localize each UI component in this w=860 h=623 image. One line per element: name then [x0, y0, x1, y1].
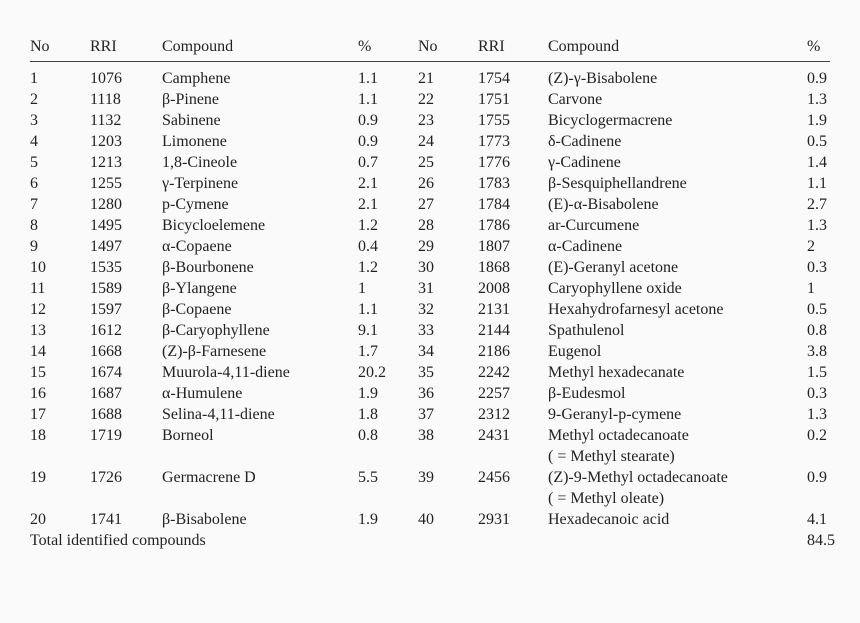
row-compound-line: Methyl octadecanoate	[548, 427, 689, 444]
table-row	[30, 278, 830, 299]
row-percent: 2.7	[807, 196, 827, 213]
row-percent: 0.2	[807, 427, 827, 444]
header-percent: %	[807, 38, 821, 55]
table-row	[30, 341, 830, 362]
row-rri: 1719	[90, 427, 122, 444]
row-compound: Hexahydrofarnesyl acetone	[548, 301, 724, 318]
row-number: 26	[418, 175, 434, 192]
row-compound-synonym: ( = Methyl stearate)	[548, 448, 675, 465]
row-percent: 1.5	[807, 364, 827, 381]
row-number: 12	[30, 301, 46, 318]
row-compound: 9-Geranyl-p-cymene	[548, 406, 682, 423]
header-compound: Compound	[162, 38, 234, 55]
row-number: 32	[418, 301, 434, 318]
row-number: 18	[30, 427, 46, 444]
row-percent: 1.1	[358, 301, 378, 318]
row-compound: α-Humulene	[162, 385, 243, 402]
table-row	[30, 467, 830, 509]
row-rri: 1688	[90, 406, 122, 423]
row-compound: Muurola-4,11-diene	[162, 364, 290, 381]
row-percent: 1.4	[807, 154, 827, 171]
row-number: 4	[30, 133, 38, 150]
row-compound: p-Cymene	[162, 196, 229, 213]
row-number: 11	[30, 280, 46, 297]
row-percent: 1.3	[807, 406, 827, 423]
row-rri: 2431	[478, 427, 510, 444]
row-rri: 1784	[478, 196, 510, 213]
row-number: 10	[30, 259, 46, 276]
header-rri: RRI	[90, 38, 117, 55]
row-number: 31	[418, 280, 434, 297]
row-percent: 1.7	[358, 343, 378, 360]
row-percent: 2.1	[358, 175, 378, 192]
row-compound: β-Bisabolene	[162, 511, 247, 528]
row-percent: 0.9	[358, 133, 378, 150]
row-percent: 0.3	[807, 385, 827, 402]
table-row	[30, 173, 830, 194]
row-percent: 1	[807, 280, 815, 297]
row-percent: 5.5	[358, 469, 378, 486]
row-number: 15	[30, 364, 46, 381]
row-rri: 1597	[90, 301, 122, 318]
header-rri: RRI	[478, 38, 505, 55]
row-number: 1	[30, 70, 38, 87]
row-percent: 1.8	[358, 406, 378, 423]
row-percent: 1.1	[358, 70, 378, 87]
row-percent: 2	[807, 238, 815, 255]
row-number: 38	[418, 427, 434, 444]
row-compound-synonym: ( = Methyl oleate)	[548, 490, 665, 507]
row-percent: 0.7	[358, 154, 378, 171]
row-number: 27	[418, 196, 434, 213]
row-compound: β-Caryophyllene	[162, 322, 270, 339]
table-row	[30, 215, 830, 236]
row-compound: Bicyclogermacrene	[548, 112, 673, 129]
row-rri: 1754	[478, 70, 510, 87]
row-percent: 3.8	[807, 343, 827, 360]
row-rri: 1589	[90, 280, 122, 297]
row-compound: α-Cadinene	[548, 238, 623, 255]
row-number: 29	[418, 238, 434, 255]
row-percent: 4.1	[807, 511, 827, 528]
table-header	[30, 35, 830, 61]
row-rri: 1687	[90, 385, 122, 402]
row-rri: 1776	[478, 154, 510, 171]
row-percent: 0.4	[358, 238, 378, 255]
row-number: 23	[418, 112, 434, 129]
row-number: 19	[30, 469, 46, 486]
row-compound: (E)-Geranyl acetone	[548, 259, 679, 276]
row-rri: 1726	[90, 469, 122, 486]
row-compound: (E)-α-Bisabolene	[548, 196, 659, 213]
row-percent: 0.8	[358, 427, 378, 444]
row-percent: 1.3	[807, 217, 827, 234]
row-number: 21	[418, 70, 434, 87]
row-number: 7	[30, 196, 38, 213]
row-rri: 1612	[90, 322, 122, 339]
row-percent: 1.2	[358, 217, 378, 234]
row-rri: 1755	[478, 112, 510, 129]
row-rri: 2257	[478, 385, 510, 402]
row-rri: 1280	[90, 196, 122, 213]
row-number: 39	[418, 469, 434, 486]
total-label: Total identified compounds	[30, 532, 206, 549]
row-percent: 0.9	[807, 469, 827, 486]
row-percent: 0.5	[807, 133, 827, 150]
row-compound	[548, 425, 689, 467]
row-percent: 1.9	[807, 112, 827, 129]
row-percent: 1.3	[807, 91, 827, 108]
row-compound: α-Copaene	[162, 238, 232, 255]
row-percent: 1.1	[358, 91, 378, 108]
row-number: 28	[418, 217, 434, 234]
row-compound: Borneol	[162, 427, 214, 444]
row-compound-line: (Z)-9-Methyl octadecanoate	[548, 469, 728, 486]
row-compound: Eugenol	[548, 343, 602, 360]
row-rri: 1203	[90, 133, 122, 150]
row-percent: 9.1	[358, 322, 378, 339]
row-number: 34	[418, 343, 434, 360]
total-row	[30, 530, 835, 551]
row-compound: Spathulenol	[548, 322, 625, 339]
row-rri: 1786	[478, 217, 510, 234]
row-rri: 1741	[90, 511, 122, 528]
row-number: 30	[418, 259, 434, 276]
row-rri: 1213	[90, 154, 122, 171]
row-percent: 20.2	[358, 364, 386, 381]
row-number: 25	[418, 154, 434, 171]
row-number: 6	[30, 175, 38, 192]
row-number: 13	[30, 322, 46, 339]
row-number: 36	[418, 385, 434, 402]
table-row	[30, 194, 830, 215]
row-compound: γ-Terpinene	[162, 175, 239, 192]
row-percent: 1.1	[807, 175, 827, 192]
row-rri: 2008	[478, 280, 510, 297]
table-row	[30, 152, 830, 173]
row-number: 16	[30, 385, 46, 402]
row-percent: 0.9	[358, 112, 378, 129]
row-compound: β-Bourbonene	[162, 259, 254, 276]
table-row	[30, 362, 830, 383]
table-row	[30, 110, 830, 131]
row-number: 3	[30, 112, 38, 129]
table-row	[30, 509, 830, 530]
row-number: 20	[30, 511, 46, 528]
header-no: No	[418, 38, 438, 55]
row-number: 14	[30, 343, 46, 360]
row-compound	[548, 467, 728, 509]
row-compound: (Z)-γ-Bisabolene	[548, 70, 658, 87]
row-rri: 1751	[478, 91, 510, 108]
row-percent: 1	[358, 280, 366, 297]
table-row	[30, 320, 830, 341]
row-compound: β-Pinene	[162, 91, 220, 108]
row-compound: β-Sesquiphellandrene	[548, 175, 687, 192]
row-rri: 1132	[90, 112, 122, 129]
row-number: 8	[30, 217, 38, 234]
row-percent: 1.9	[358, 511, 378, 528]
row-percent: 0.9	[807, 70, 827, 87]
row-rri: 1773	[478, 133, 510, 150]
row-compound: Sabinene	[162, 112, 221, 129]
row-number: 17	[30, 406, 46, 423]
row-rri: 2312	[478, 406, 510, 423]
table-row	[30, 383, 830, 404]
row-compound: (Z)-β-Farnesene	[162, 343, 267, 360]
row-percent: 0.8	[807, 322, 827, 339]
row-compound: Carvone	[548, 91, 603, 108]
table-row	[30, 257, 830, 278]
row-rri: 1076	[90, 70, 122, 87]
row-percent: 1.9	[358, 385, 378, 402]
row-number: 2	[30, 91, 38, 108]
total-value: 84.5	[807, 532, 835, 549]
row-compound: Caryophyllene oxide	[548, 280, 682, 297]
table-body	[30, 68, 830, 530]
row-percent: 1.2	[358, 259, 378, 276]
table-row	[30, 299, 830, 320]
row-compound: β-Copaene	[162, 301, 232, 318]
row-rri: 2931	[478, 511, 510, 528]
row-compound: Camphene	[162, 70, 231, 87]
row-rri: 1668	[90, 343, 122, 360]
table-row	[30, 68, 830, 89]
row-rri: 2131	[478, 301, 510, 318]
row-compound: β-Eudesmol	[548, 385, 626, 402]
row-percent: 0.5	[807, 301, 827, 318]
row-compound: Selina-4,11-diene	[162, 406, 275, 423]
row-compound: Bicycloelemene	[162, 217, 266, 234]
header-rule	[30, 61, 830, 62]
header-compound: Compound	[548, 38, 620, 55]
row-compound: Methyl hexadecanate	[548, 364, 685, 381]
row-number: 9	[30, 238, 38, 255]
row-compound: Hexadecanoic acid	[548, 511, 670, 528]
compound-table	[30, 35, 835, 551]
row-number: 5	[30, 154, 38, 171]
row-rri: 2242	[478, 364, 510, 381]
table-row	[30, 236, 830, 257]
row-rri: 1783	[478, 175, 510, 192]
row-rri: 1497	[90, 238, 122, 255]
row-rri: 2186	[478, 343, 510, 360]
table-row	[30, 404, 830, 425]
row-rri: 1495	[90, 217, 122, 234]
row-number: 22	[418, 91, 434, 108]
row-compound: 1,8-Cineole	[162, 154, 238, 171]
row-percent: 2.1	[358, 196, 378, 213]
table-row	[30, 131, 830, 152]
row-number: 24	[418, 133, 434, 150]
row-percent: 0.3	[807, 259, 827, 276]
row-rri: 2456	[478, 469, 510, 486]
header-no: No	[30, 38, 50, 55]
row-number: 33	[418, 322, 434, 339]
row-rri: 1535	[90, 259, 122, 276]
row-rri: 2144	[478, 322, 510, 339]
table-row	[30, 89, 830, 110]
row-compound: δ-Cadinene	[548, 133, 622, 150]
header-percent: %	[358, 38, 372, 55]
row-compound: Germacrene D	[162, 469, 256, 486]
row-rri: 1255	[90, 175, 122, 192]
row-number: 37	[418, 406, 434, 423]
row-compound: Limonene	[162, 133, 227, 150]
row-compound: γ-Cadinene	[548, 154, 621, 171]
row-compound: β-Ylangene	[162, 280, 237, 297]
row-rri: 1118	[90, 91, 121, 108]
row-number: 35	[418, 364, 434, 381]
row-rri: 1868	[478, 259, 510, 276]
row-rri: 1674	[90, 364, 122, 381]
table-row	[30, 425, 830, 467]
row-compound: ar-Curcumene	[548, 217, 640, 234]
row-rri: 1807	[478, 238, 510, 255]
row-number: 40	[418, 511, 434, 528]
